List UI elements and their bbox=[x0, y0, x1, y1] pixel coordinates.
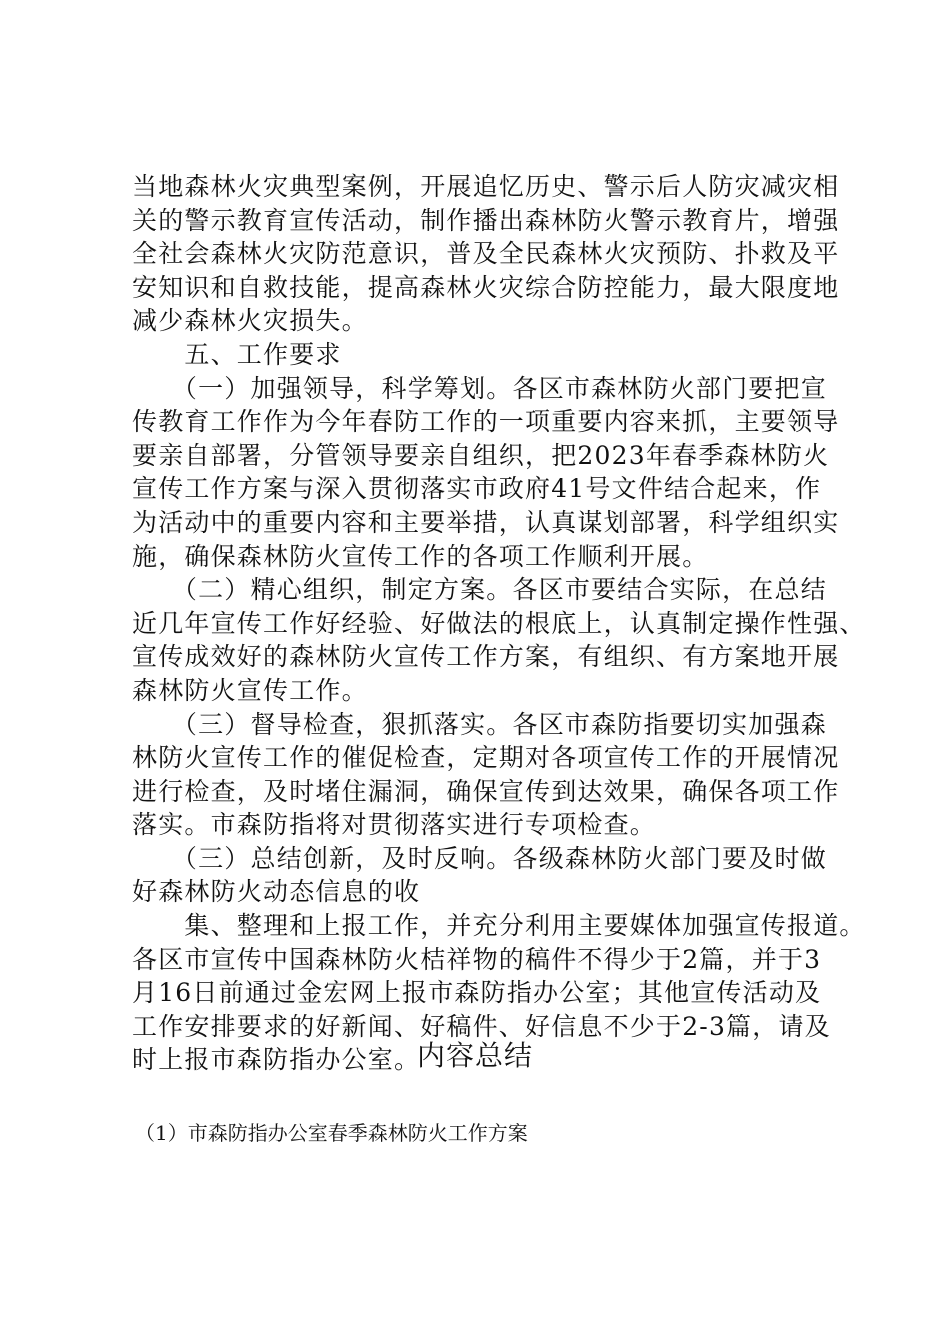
text-line: 各区市宣传中国森林防火桔祥物的稿件不得少于2篇，并于3 bbox=[132, 944, 822, 974]
text-line: （一）加强领导，科学筹划。各区市森林防火部门要把宣 bbox=[132, 373, 827, 403]
text-line: （三）总结创新，及时反响。各级森林防火部门要及时做 bbox=[132, 843, 827, 873]
text-line: 为活动中的重要内容和主要举措，认真谋划部署，科学组织实 bbox=[132, 507, 840, 537]
text-line: 集、整理和上报工作，并充分利用主要媒体加强宣传报道。 bbox=[132, 911, 866, 941]
text-line: 施，确保森林防火宣传工作的各项工作顺利开展。 bbox=[132, 541, 709, 571]
summary-heading: 内容总结 bbox=[416, 1039, 533, 1072]
text-line: 近几年宣传工作好经验、好做法的根底上，认真制定操作性强、 bbox=[132, 608, 866, 638]
text-line: 进行检查，及时堵住漏洞，确保宣传到达效果，确保各项工作 bbox=[132, 776, 840, 806]
text-line: 减少森林火灾损失。 bbox=[132, 306, 368, 336]
text-line: 森林防火宣传工作。 bbox=[132, 675, 368, 705]
text-line: 工作安排要求的好新闻、好稿件、好信息不少于2-3篇，请及 bbox=[132, 1011, 831, 1041]
text-line: 林防火宣传工作的催促检查，定期对各项宣传工作的开展情况 bbox=[132, 743, 840, 773]
text-line: 时上报市森防指办公室。 bbox=[132, 1045, 421, 1075]
text-line: （三）督导检查，狠抓落实。各区市森防指要切实加强森 bbox=[132, 709, 827, 739]
text-line: 关的警示教育宣传活动，制作播出森林防火警示教育片，增强 bbox=[132, 205, 840, 235]
summary-item: （1）市森防指办公室春季森林防火工作方案 bbox=[135, 1121, 528, 1145]
text-line: 安知识和自救技能，提高森林火灾综合防控能力，最大限度地 bbox=[132, 272, 840, 302]
text-line: 宣传工作方案与深入贯彻落实市政府41号文件结合起来，作 bbox=[132, 474, 822, 504]
section-heading: 五、工作要求 bbox=[132, 339, 342, 369]
text-line: 落实。市森防指将对贯彻落实进行专项检查。 bbox=[132, 810, 657, 840]
text-line: 当地森林火灾典型案例，开展追忆历史、警示后人防灾减灾相 bbox=[132, 172, 840, 201]
text-line: 要亲自部署，分管领导要亲自组织，把2023年春季森林防火 bbox=[132, 440, 830, 470]
text-line: 全社会森林火灾防范意识，普及全民森林火灾预防、扑救及平 bbox=[132, 239, 840, 269]
text-line: 好森林防火动态信息的收 bbox=[132, 877, 421, 907]
text-line: （二）精心组织，制定方案。各区市要结合实际，在总结 bbox=[132, 575, 827, 605]
body-text bbox=[132, 170, 866, 1077]
text-line: 宣传成效好的森林防火宣传工作方案，有组织、有方案地开展 bbox=[132, 642, 840, 672]
text-line: 传教育工作作为今年春防工作的一项重要内容来抓，主要领导 bbox=[132, 407, 840, 437]
text-line: 月16日前通过金宏网上报市森防指办公室；其他宣传活动及 bbox=[132, 978, 822, 1008]
